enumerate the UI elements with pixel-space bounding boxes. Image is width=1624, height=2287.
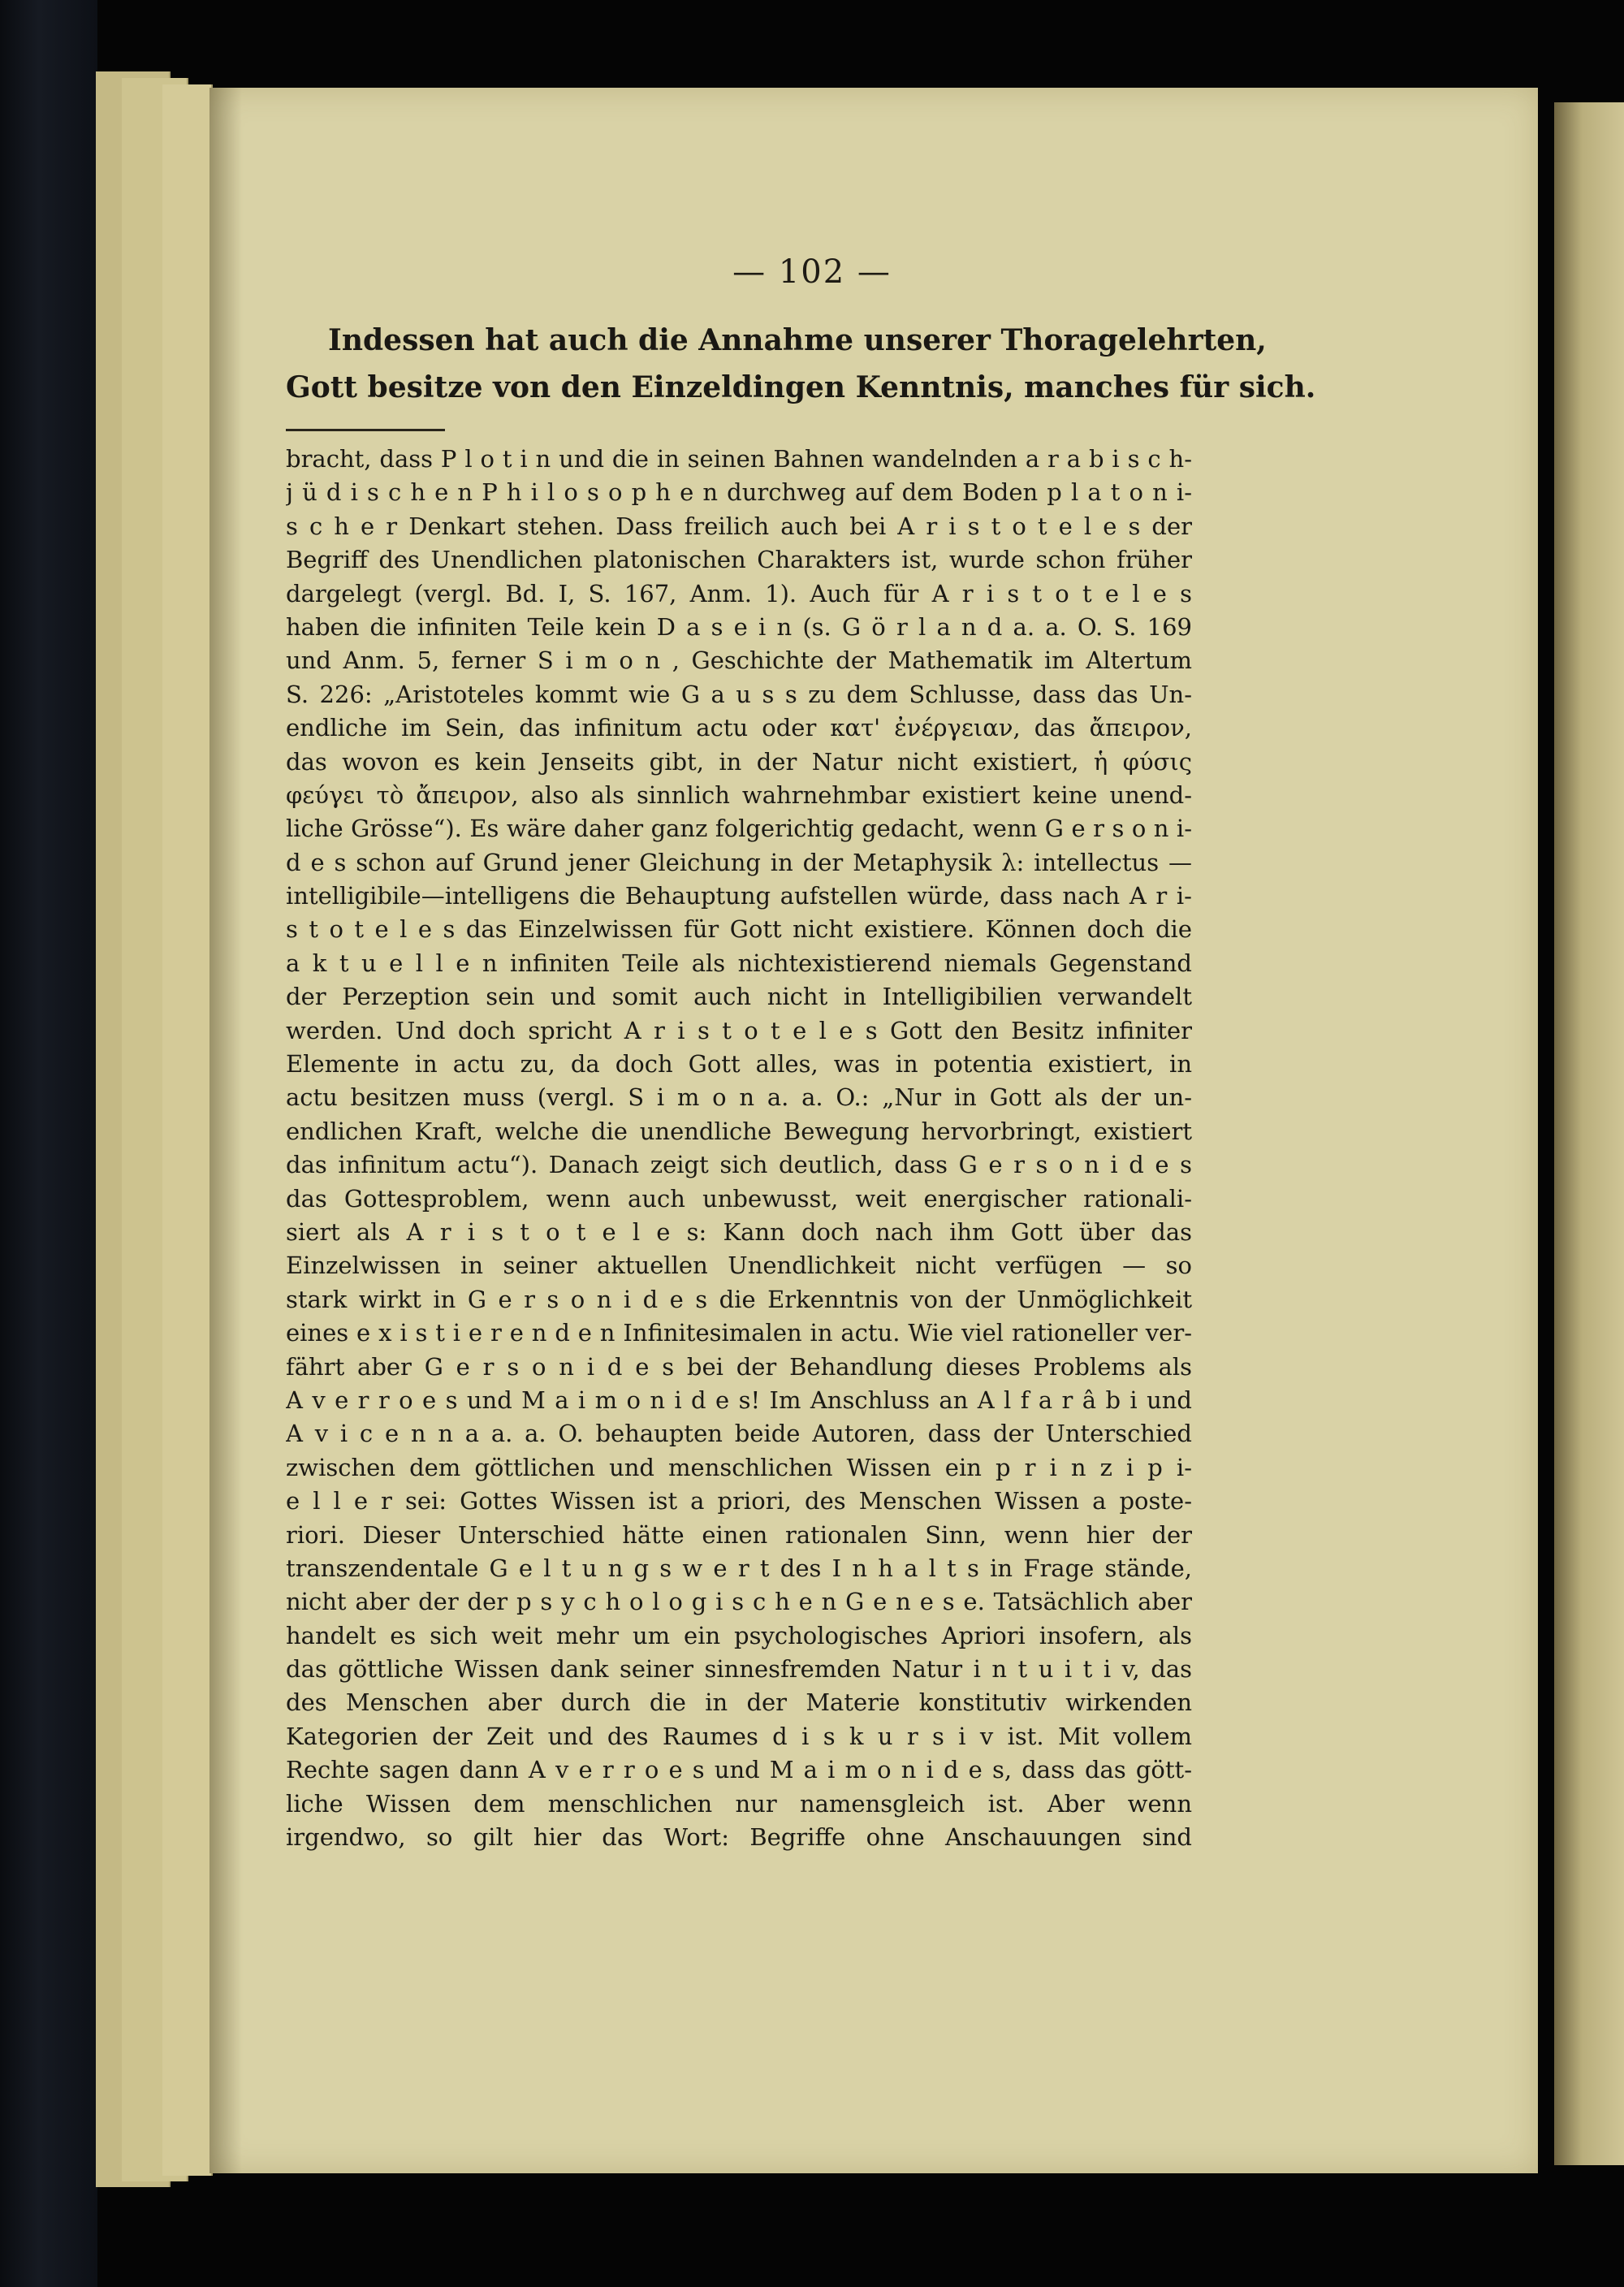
adjacent-page [1554, 102, 1624, 2165]
book-binding [0, 0, 97, 2287]
footnote-line: das wovon es kein Jenseits gibt, in der Natur nicht existiert, ἡ φύσις [286, 747, 1192, 776]
footnote-line: das infinitum actu“). Danach zeigt sich deutlich, dass G e r s o n i d e s [286, 1151, 1192, 1179]
footnote-line: Begriff des Unendlichen platonischen Charakters ist, wurde schon früher [286, 546, 1192, 574]
footnote-line: d e s schon auf Grund jener Gleichung in der Metaphysik λ: intellectus — [286, 848, 1192, 876]
footnote-line: handelt es sich weit mehr um ein psychologisches Apriori insofern, als [286, 1621, 1192, 1649]
footnote-line: stark wirkt in G e r s o n i d e s die Erkenntnis von der Unmöglichkeit [286, 1285, 1192, 1313]
page-number: — 102 — [732, 253, 892, 291]
footnote-line: s t o t e l e s das Einzelwissen für Gott nicht existiere. Können doch die [286, 915, 1192, 944]
footnote-line: actu besitzen muss (vergl. S i m o n a. a. O.: „Nur in Gott als der un- [286, 1083, 1192, 1112]
footnote-line: eines e x i s t i e r e n d e n Infinitesimalen in actu. Wie viel rationeller ver- [286, 1319, 1192, 1347]
footnote-line: A v e r r o e s und M a i m o n i d e s! Im Anschluss an A l f a r â b i und [286, 1386, 1192, 1414]
footnote-line: nicht aber der der p s y c h o l o g i s c h e n G e n e s e. Tatsächlich aber [286, 1588, 1192, 1616]
footnote-line: fährt aber G e r s o n i d e s bei der Behandlung dieses Problems als [286, 1352, 1192, 1381]
gutter-shadow [209, 88, 242, 2173]
footnote-line: werden. Und doch spricht A r i s t o t e l e s Gott den Besitz infiniter [286, 1016, 1192, 1044]
footnote-line: das Gottesproblem, wenn auch unbewusst, weit energischer rationali- [286, 1184, 1192, 1213]
footnote-line: zwischen dem göttlichen und menschlichen Wissen ein p r i n z i p i- [286, 1453, 1192, 1481]
footnote-line: und Anm. 5, ferner S i m o n , Geschichte der Mathematik im Altertum [286, 646, 1192, 675]
footnote-line: endliche im Sein, das infinitum actu oder κατ' ἐνέργειαν, das ἄπειρον, [286, 714, 1192, 742]
footnote-line: das göttliche Wissen dank seiner sinnesfremden Natur i n t u i t i v, das [286, 1655, 1192, 1684]
footnote-line: Rechte sagen dann A v e r r o e s und M a i m o n i d e s, dass das gött- [286, 1756, 1192, 1784]
footnote-line: bracht, dass P l o t i n und die in seinen Bahnen wandelnden a r a b i s c h- [286, 445, 1192, 473]
footnote-line: siert als A r i s t o t e l e s: Kann doch nach ihm Gott über das [286, 1217, 1192, 1246]
footnote-line: riori. Dieser Unterschied hätte einen rationalen Sinn, wenn hier der [286, 1520, 1192, 1549]
footnote-line: A v i c e n n a a. a. O. behaupten beide Autoren, dass der Unterschied [286, 1420, 1192, 1448]
footnote-line: irgendwo, so gilt hier das Wort: Begriffe ohne Anschauungen sind [286, 1823, 1192, 1852]
footnote-line: intelligibile—intelligens die Behauptung aufstellen würde, dass nach A r i- [286, 882, 1192, 910]
footnote-line: Kategorien der Zeit und des Raumes d i s k u r s i v ist. Mit vollem [286, 1722, 1192, 1750]
footnote-line: liche Grösse“). Es wäre daher ganz folgerichtig gedacht, wenn G e r s o n i- [286, 815, 1192, 843]
footnote-line: Einzelwissen in seiner aktuellen Unendlichkeit nicht verfügen — so [286, 1252, 1192, 1280]
footnote-line: j ü d i s c h e n P h i l o s o p h e n durchweg auf dem Boden p l a t o n i- [286, 478, 1192, 507]
footnote-line: haben die infiniten Teile kein D a s e i n (s. G ö r l a n d a. a. O. S. 169 [286, 612, 1192, 641]
main-text-line: Gott besitze von den Einzeldingen Kenntnis, manches für sich. [286, 370, 1316, 404]
footnote-line: endlichen Kraft, welche die unendliche Bewegung hervorbringt, existiert [286, 1117, 1192, 1145]
footnote-line: e l l e r sei: Gottes Wissen ist a priori, des Menschen Wissen a poste- [286, 1487, 1192, 1515]
footnote-line: transzendentale G e l t u n g s w e r t des I n h a l t s in Frage stände, [286, 1554, 1192, 1582]
footnote-line: S. 226: „Aristoteles kommt wie G a u s s zu dem Schlusse, dass das Un- [286, 680, 1192, 708]
footnote-rule [286, 429, 445, 431]
footnote-line: s c h e r Denkart stehen. Dass freilich auch bei A r i s t o t e l e s der [286, 512, 1192, 540]
footnote [286, 443, 1192, 1854]
footnote-line: dargelegt (vergl. Bd. I, S. 167, Anm. 1). Auch für A r i s t o t e l e s [286, 579, 1192, 607]
main-text [286, 317, 1316, 411]
page-edges [162, 84, 213, 2176]
footnote-line: liche Wissen dem menschlichen nur namensgleich ist. Aber wenn [286, 1789, 1192, 1818]
footnote-line: a k t u e l l e n infiniten Teile als nichtexistierend niemals Gegenstand [286, 949, 1192, 977]
footnote-line: des Menschen aber durch die in der Materie konstitutiv wirkenden [286, 1688, 1192, 1717]
footnote-line: der Perzeption sein und somit auch nicht in Intelligibilien verwandelt [286, 983, 1192, 1011]
footnote-line: φεύγει τὸ ἄπειρον, also als sinnlich wahrnehmbar existiert keine unend- [286, 780, 1192, 809]
main-text-line: Indessen hat auch die Annahme unserer Thoragelehrten, [328, 323, 1267, 357]
footnote-line: Elemente in actu zu, da doch Gott alles, was in potentia existiert, in [286, 1050, 1192, 1079]
